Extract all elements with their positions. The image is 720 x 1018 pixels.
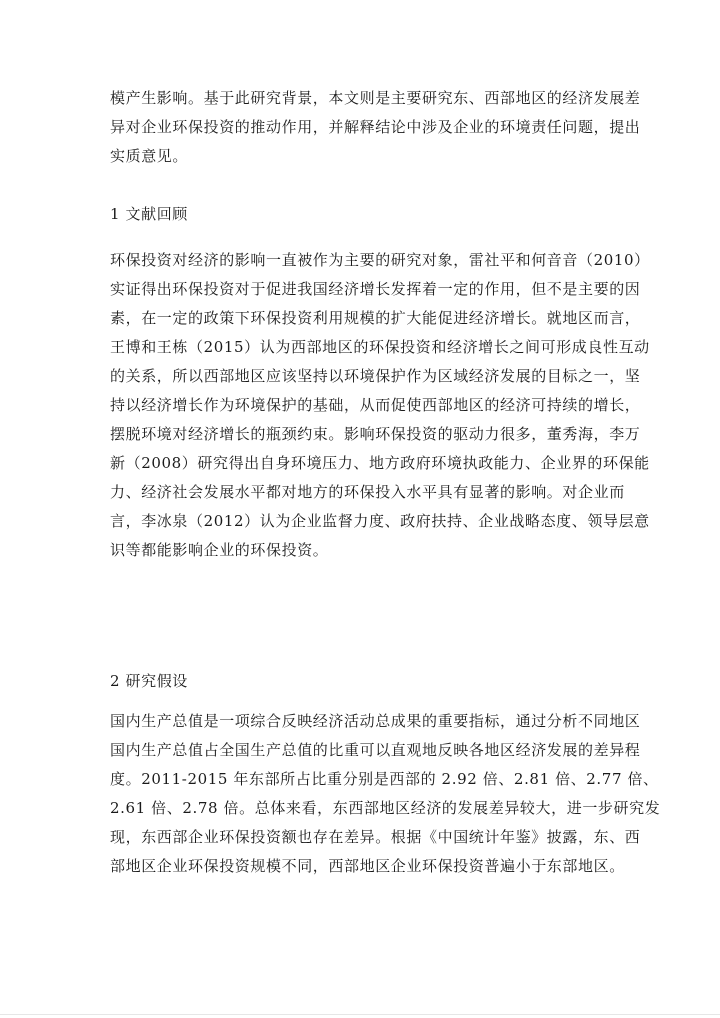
text-line: 识等都能影响企业的环保投资。 — [110, 541, 329, 559]
text-line: 异对企业环保投资的推动作用，并解释结论中涉及企业的环境责任问题，提出 — [110, 118, 641, 136]
text-line: 环保投资对经济的影响一直被作为主要的研究对象，雷社平和何音音（2010） — [110, 251, 650, 269]
text-line: 现，东西部企业环保投资额也存在差异。根据《中国统计年鉴》披露，东、西 — [110, 828, 641, 846]
section-heading-literature-review: 1 文献回顾 — [110, 205, 188, 223]
paragraph-intro — [110, 84, 641, 171]
text-line: 国内生产总值占全国生产总值的比重可以直观地反映各地区经济发展的差异程 — [110, 741, 641, 759]
text-line: 新（2008）研究得出自身环境压力、地方政府环境执政能力、企业界的环保能 — [110, 454, 650, 472]
text-line: 实质意见。 — [110, 147, 189, 165]
text-line: 部地区企业环保投资规模不同，西部地区企业环保投资普遍小于东部地区。 — [110, 857, 625, 875]
text-line: 力、经济社会发展水平都对地方的环保投入水平具有显著的影响。对企业而 — [110, 483, 625, 501]
section-heading-research-hypothesis: 2 研究假设 — [110, 672, 188, 690]
text-line: 持以经济增长作为环境保护的基础，从而促使西部地区的经济可持续的增长， — [110, 396, 641, 414]
text-line: 素，在一定的政策下环保投资利用规模的扩大能促进经济增长。就地区而言， — [110, 309, 641, 327]
text-line: 实证得出环保投资对于促进我国经济增长发挥着一定的作用，但不是主要的因 — [110, 280, 641, 298]
text-line: 言，李冰泉（2012）认为企业监督力度、政府扶持、企业战略态度、领导层意 — [110, 512, 650, 530]
page-bottom-edge — [0, 1014, 720, 1015]
text-line: 2.61 倍、2.78 倍。总体来看，东西部地区经济的发展差异较大，进一步研究发 — [110, 799, 661, 817]
text-line: 国内生产总值是一项综合反映经济活动总成果的重要指标，通过分析不同地区 — [110, 712, 641, 730]
text-line: 王博和王栋（2015）认为西部地区的环保投资和经济增长之间可形成良性互动 — [110, 338, 650, 356]
text-line: 度。2011-2015 年东部所占比重分别是西部的 2.92 倍、2.81 倍、2.77 倍、 — [110, 770, 659, 788]
text-line: 模产生影响。基于此研究背景，本文则是主要研究东、西部地区的经济发展差 — [110, 89, 641, 107]
paragraph-literature-review — [110, 246, 650, 565]
paragraph-research-hypothesis — [110, 707, 661, 881]
text-line: 的关系，所以西部地区应该坚持以环境保护作为区域经济发展的目标之一，坚 — [110, 367, 641, 385]
text-line: 摆脱环境对经济增长的瓶颈约束。影响环保投资的驱动力很多，董秀海，李万 — [110, 425, 641, 443]
